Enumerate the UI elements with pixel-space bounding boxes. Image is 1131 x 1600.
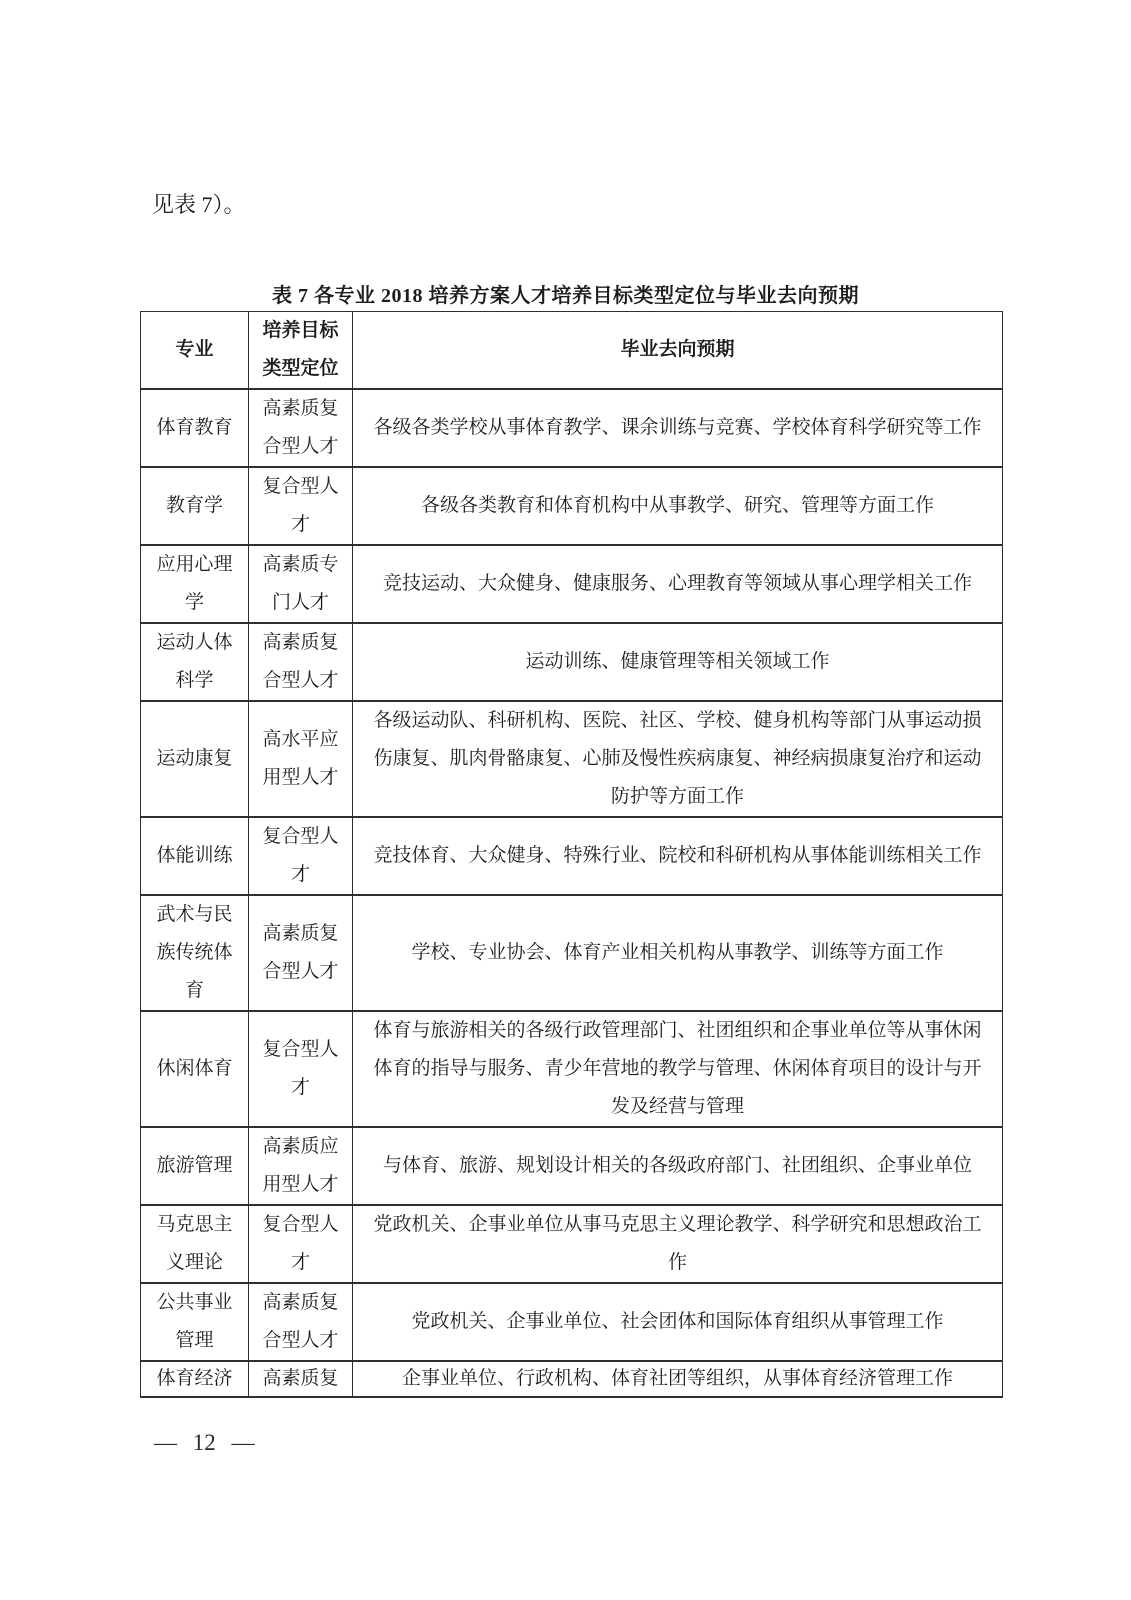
cell-major: 旅游管理: [141, 1127, 249, 1205]
table-row: [141, 467, 1003, 545]
cell-target-type: 高素质复合型人才: [249, 895, 353, 1011]
cell-target-type: 高素质专门人才: [249, 545, 353, 623]
cell-target-type: 复合型人才: [249, 1205, 353, 1283]
cell-target-type: 高素质复合型人才: [249, 623, 353, 701]
cell-career: 竞技运动、大众健身、健康服务、心理教育等领域从事心理学相关工作: [353, 545, 1003, 623]
cell-major: 休闲体育: [141, 1011, 249, 1127]
cell-career: 学校、专业协会、体育产业相关机构从事教学、训练等方面工作: [353, 895, 1003, 1011]
table-title: 表 7 各专业 2018 培养方案人才培养目标类型定位与毕业去向预期: [272, 285, 859, 307]
cell-major: 运动人体科学: [141, 623, 249, 701]
cell-major: 运动康复: [141, 701, 249, 817]
cell-career: 党政机关、企事业单位、社会团体和国际体育组织从事管理工作: [353, 1283, 1003, 1361]
column-header-career-expectation: 毕业去向预期: [353, 312, 1003, 390]
column-header-target-type: 培养目标类型定位: [249, 312, 353, 390]
cell-target-type: 高素质复合型人才: [249, 389, 353, 467]
cell-major: 马克思主义理论: [141, 1205, 249, 1283]
table-row: [141, 817, 1003, 895]
cell-major: 体育教育: [141, 389, 249, 467]
cell-target-type: 复合型人才: [249, 817, 353, 895]
cell-target-type: 高素质复: [249, 1361, 353, 1397]
cell-target-type: 复合型人才: [249, 1011, 353, 1127]
cell-major: 体育经济: [141, 1361, 249, 1397]
cell-career: 各级各类学校从事体育教学、课余训练与竞赛、学校体育科学研究等工作: [353, 389, 1003, 467]
cell-target-type: 高素质复合型人才: [249, 1283, 353, 1361]
cell-major: 体能训练: [141, 817, 249, 895]
table-row-truncated: [141, 1361, 1003, 1397]
table-row: [141, 1127, 1003, 1205]
cell-target-type: 高水平应用型人才: [249, 701, 353, 817]
cell-career: 党政机关、企事业单位从事马克思主义理论教学、科学研究和思想政治工作: [353, 1205, 1003, 1283]
table-row: [141, 545, 1003, 623]
table-row: [141, 895, 1003, 1011]
cell-target-type: 复合型人才: [249, 467, 353, 545]
cell-target-type: 高素质应用型人才: [249, 1127, 353, 1205]
table-row: [141, 1011, 1003, 1127]
cell-major: 公共事业管理: [141, 1283, 249, 1361]
intro-text: 见表 7）。: [152, 192, 246, 217]
cell-major: 武术与民族传统体育: [141, 895, 249, 1011]
table-row: [141, 389, 1003, 467]
cell-career: 各级各类教育和体育机构中从事教学、研究、管理等方面工作: [353, 467, 1003, 545]
table-header-row: [141, 312, 1003, 390]
table-row: [141, 1283, 1003, 1361]
cell-major: 教育学: [141, 467, 249, 545]
cell-career: 运动训练、健康管理等相关领域工作: [353, 623, 1003, 701]
cell-career: 企事业单位、行政机构、体育社团等组织，从事体育经济管理工作: [353, 1361, 1003, 1397]
table-row: [141, 701, 1003, 817]
cell-career: 与体育、旅游、规划设计相关的各级政府部门、社团组织、企事业单位: [353, 1127, 1003, 1205]
cell-career: 体育与旅游相关的各级行政管理部门、社团组织和企事业单位等从事休闲体育的指导与服务、青少年营地的教学与管理、休闲体育项目的设计与开发及经营与管理: [353, 1011, 1003, 1127]
table-row: [141, 623, 1003, 701]
table-row: [141, 1205, 1003, 1283]
column-header-major: 专业: [141, 312, 249, 390]
cell-career: 各级运动队、科研机构、医院、社区、学校、健身机构等部门从事运动损伤康复、肌肉骨骼康复、心肺及慢性疾病康复、神经病损康复治疗和运动防护等方面工作: [353, 701, 1003, 817]
cell-major: 应用心理学: [141, 545, 249, 623]
page-number: — 12 —: [154, 1430, 255, 1455]
cell-career: 竞技体育、大众健身、特殊行业、院校和科研机构从事体能训练相关工作: [353, 817, 1003, 895]
majors-table: [140, 311, 1003, 1398]
